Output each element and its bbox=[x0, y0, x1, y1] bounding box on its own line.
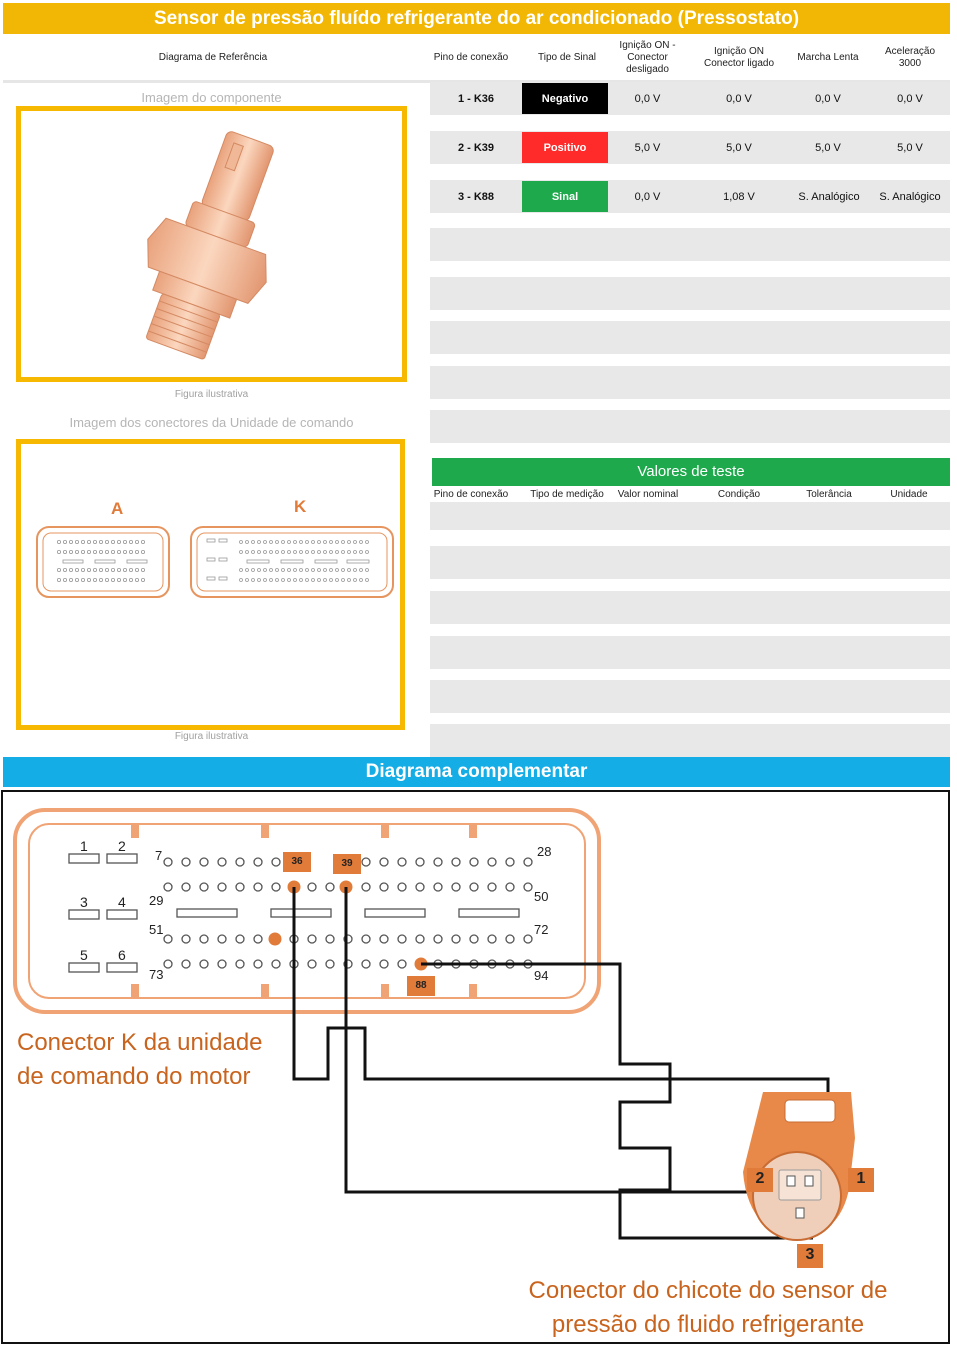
test-col-pin: Pino de conexão bbox=[433, 489, 509, 500]
row-label-7: 7 bbox=[155, 848, 163, 863]
pin-badge-88: 88 bbox=[415, 980, 427, 991]
ecu-connector-label-line1: Conector K da unidade bbox=[17, 1029, 263, 1056]
pin-label-4: 4 bbox=[118, 894, 126, 910]
component-caption: Imagem do componente bbox=[141, 90, 282, 105]
row1-ign-off: 0,0 V bbox=[634, 92, 661, 105]
col-header-ign-off: Ignição ON - Conector desligado bbox=[619, 40, 676, 75]
connectors-image-frame bbox=[16, 439, 405, 730]
test-col-tolerance: Tolerância bbox=[806, 489, 852, 500]
row3-signal-badge: Sinal bbox=[522, 181, 608, 212]
table-row bbox=[430, 502, 950, 530]
connector-a-label: A bbox=[111, 499, 124, 518]
sensor-pin-3: 3 bbox=[805, 1246, 815, 1263]
table-row bbox=[430, 546, 950, 579]
table-row bbox=[430, 680, 950, 713]
pin-badge-36: 36 bbox=[291, 856, 303, 867]
table-row bbox=[430, 724, 950, 757]
row1-idle: 0,0 V bbox=[815, 92, 841, 105]
table-row bbox=[430, 277, 950, 310]
sensor-connector-label-line2: pressão do fluido refrigerante bbox=[551, 1311, 865, 1338]
complementary-diagram bbox=[1, 790, 950, 1344]
row-end-label-94: 94 bbox=[534, 968, 549, 983]
row1-pin: 1 - K36 bbox=[457, 92, 495, 105]
pin-label-2: 2 bbox=[118, 838, 126, 854]
test-col-unit: Unidade bbox=[890, 489, 928, 500]
row3-idle: S. Analógico bbox=[798, 190, 860, 203]
table-row bbox=[430, 321, 950, 354]
row-label-29: 29 bbox=[149, 893, 164, 908]
table-row bbox=[430, 410, 950, 443]
col-header-reference: Diagrama de Referência bbox=[158, 52, 268, 63]
test-col-nominal: Valor nominal bbox=[617, 489, 679, 500]
pin-label-6: 6 bbox=[118, 947, 126, 963]
col-header-idle: Marcha Lenta bbox=[797, 52, 859, 63]
table-row bbox=[430, 366, 950, 399]
sensor-pin-2: 2 bbox=[755, 1170, 765, 1187]
row2-ign-on: 5,0 V bbox=[726, 141, 752, 154]
col-header-ign-on: Ignição ON Conector ligado bbox=[703, 46, 775, 69]
row-end-label-28: 28 bbox=[537, 844, 552, 859]
ecu-connector-label-line2: de comando do motor bbox=[17, 1063, 251, 1090]
pressure-sensor-icon bbox=[21, 111, 402, 377]
row2-accel: 5,0 V bbox=[897, 141, 923, 154]
row2-signal-badge: Positivo bbox=[522, 132, 608, 163]
pin-label-3: 3 bbox=[80, 894, 88, 910]
row2-ign-off: 5,0 V bbox=[634, 141, 661, 154]
row3-ign-on: 1,08 V bbox=[723, 190, 755, 203]
row-label-73: 73 bbox=[149, 967, 164, 982]
complementary-diagram-title: Diagrama complementar bbox=[3, 757, 950, 787]
row3-pin: 3 - K88 bbox=[457, 190, 495, 203]
connector-k-label: K bbox=[294, 497, 307, 516]
component-figure-caption: Figura ilustrativa bbox=[174, 389, 249, 400]
pin-badge-39: 39 bbox=[341, 858, 353, 869]
table-row bbox=[430, 228, 950, 261]
sensor-connector-label-line1: Conector do chicote do sensor de bbox=[528, 1277, 888, 1304]
test-col-type: Tipo de medição bbox=[530, 489, 604, 500]
row-end-label-50: 50 bbox=[534, 889, 549, 904]
row-end-label-72: 72 bbox=[534, 922, 549, 937]
col-header-accel: Aceleração 3000 bbox=[884, 46, 936, 69]
table-row bbox=[430, 636, 950, 669]
sensor-pin-1: 1 bbox=[856, 1170, 866, 1187]
col-header-signal: Tipo de Sinal bbox=[538, 52, 596, 63]
pin-label-1: 1 bbox=[80, 838, 88, 854]
test-col-condition: Condição bbox=[717, 489, 761, 500]
row1-signal-badge: Negativo bbox=[522, 83, 608, 114]
row-label-51: 51 bbox=[149, 922, 164, 937]
test-values-title: Valores de teste bbox=[432, 458, 950, 486]
connectors-caption: Imagem dos conectores da Unidade de comando bbox=[69, 415, 354, 430]
pin-label-5: 5 bbox=[80, 947, 88, 963]
connectors-figure-caption: Figura ilustrativa bbox=[174, 731, 249, 742]
row2-pin: 2 - K39 bbox=[457, 141, 495, 154]
row2-idle: 5,0 V bbox=[815, 141, 841, 154]
row3-accel: S. Analógico bbox=[879, 190, 941, 203]
component-image-frame bbox=[16, 106, 407, 382]
table-row bbox=[430, 591, 950, 624]
row1-ign-on: 0,0 V bbox=[726, 92, 752, 105]
page-title: Sensor de pressão fluído refrigerante do ar condicionado (Pressostato) bbox=[3, 3, 950, 34]
ecu-connectors-icon bbox=[35, 524, 395, 602]
row3-ign-off: 0,0 V bbox=[634, 190, 661, 203]
row1-accel: 0,0 V bbox=[897, 92, 923, 105]
col-header-pin: Pino de conexão bbox=[433, 52, 509, 63]
